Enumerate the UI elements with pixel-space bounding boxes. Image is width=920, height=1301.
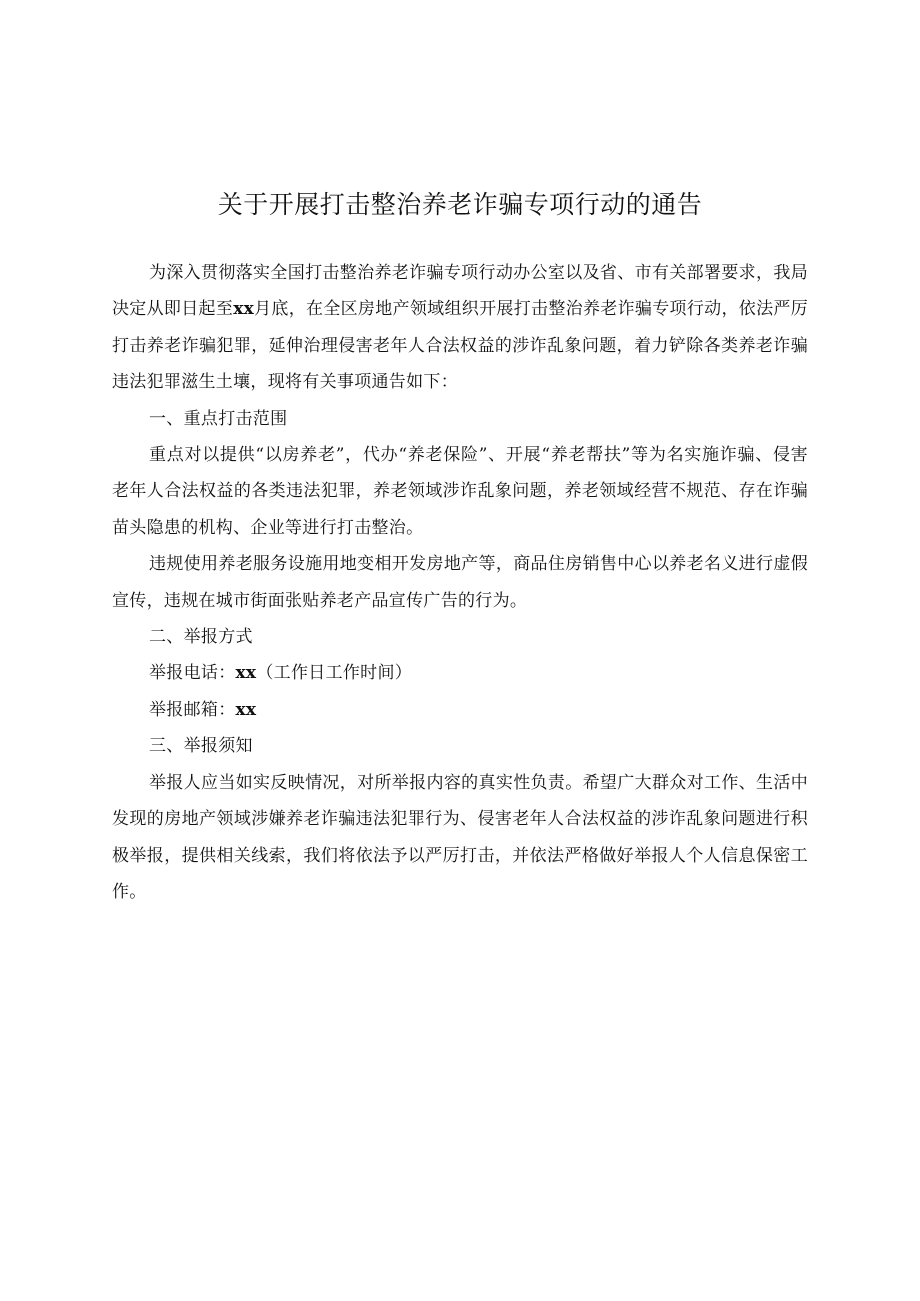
intro-text-after: 月底，在全区房地产领域组织开展打击整治养老诈骗专项行动，依法严厉打击养老诈骗犯罪，延伸治理侵害老年人合法权益的涉诈乱象问题，着力铲除各类养老诈骗违法犯罪滋生土壤，现将有关事项通告如下： <box>112 299 808 393</box>
deadline-placeholder: xx <box>233 299 255 320</box>
report-email-line <box>112 692 808 728</box>
report-phone-value: xx <box>235 663 257 684</box>
section-heading-scope: 一、重点打击范围 <box>149 408 288 429</box>
report-email-value: xx <box>235 699 257 720</box>
section-heading-report-notice: 三、举报须知 <box>149 736 253 757</box>
intro-text-before: 为深入贯彻落实全国打击整治养老诈骗专项行动办公室以及省、市有关部署要求，我局决定从即日起至 <box>112 263 808 320</box>
report-phone-line <box>112 655 808 691</box>
scope-paragraph-1: 重点对以提供“以房养老”，代办“养老保险”、开展“养老帮扶”等为名实施诈骗、侵害老年人合法权益的各类违法犯罪，养老领域涉诈乱象问题，养老领域经营不规范、存在诈骗苗头隐患的机构、企业等进行打击整治。 <box>112 445 808 538</box>
notice-paragraph: 举报人应当如实反映情况，对所举报内容的真实性负责。希望广大群众对工作、生活中发现的房地产领域涉嫌养老诈骗违法犯罪行为、侵害老年人合法权益的涉诈乱象问题进行积极举报，提供相关线索，我们将依法予以严厉打击，并依法严格做好举报人个人信息保密工作。 <box>112 772 808 902</box>
scope-paragraph-2: 违规使用养老服务设施用地变相开发房地产等，商品住房销售中心以养老名义进行虚假宣传，违规在城市街面张贴养老产品宣传广告的行为。 <box>112 554 808 611</box>
report-email-label: 举报邮箱： <box>149 699 236 720</box>
intro-paragraph <box>112 255 808 401</box>
document-title: 关于开展打击整治养老诈骗专项行动的通告 <box>217 190 703 219</box>
report-phone-note: （工作日工作时间） <box>256 663 413 684</box>
section-heading-report-method: 二、举报方式 <box>149 627 253 648</box>
document-body <box>112 255 808 910</box>
report-phone-label: 举报电话： <box>149 663 236 684</box>
